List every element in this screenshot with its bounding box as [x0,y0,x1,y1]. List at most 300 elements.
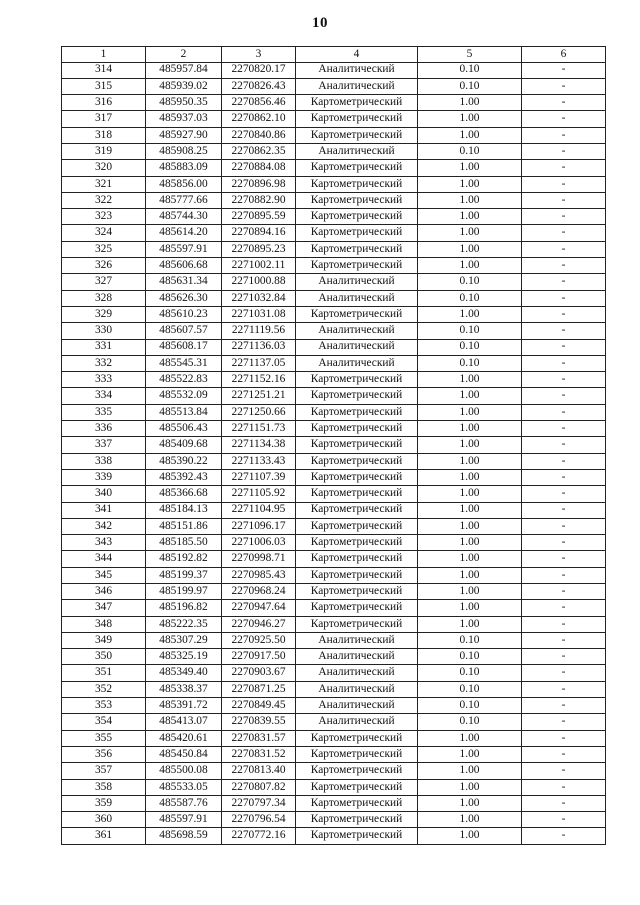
coordinate-y-cell: 2270998.71 [222,551,296,567]
coordinate-y-cell: 2271031.08 [222,306,296,322]
method-cell: Картометрический [296,306,418,322]
point-number-cell: 335 [62,404,146,420]
coordinate-y-cell: 2270884.08 [222,160,296,176]
table-row [62,698,606,714]
coordinate-y-cell: 2270856.46 [222,95,296,111]
method-cell: Картометрический [296,111,418,127]
coordinate-y-cell: 2270871.25 [222,681,296,697]
coordinate-y-cell: 2271119.56 [222,323,296,339]
coordinate-x-cell: 485939.02 [146,78,222,94]
table-row [62,812,606,828]
coordinate-x-cell: 485937.03 [146,111,222,127]
coordinate-y-cell: 2270839.55 [222,714,296,730]
point-number-cell: 325 [62,241,146,257]
method-cell: Картометрический [296,502,418,518]
accuracy-cell: 1.00 [418,486,522,502]
point-number-cell: 314 [62,62,146,78]
method-cell: Картометрический [296,372,418,388]
coordinate-x-cell: 485614.20 [146,225,222,241]
coordinate-x-cell: 485409.68 [146,437,222,453]
coordinate-y-cell: 2271133.43 [222,453,296,469]
note-cell: - [522,192,606,208]
table-row [62,421,606,437]
coordinate-x-cell: 485608.17 [146,339,222,355]
method-cell: Аналитический [296,143,418,159]
table-row [62,535,606,551]
column-header: 2 [146,47,222,63]
point-number-cell: 332 [62,355,146,371]
note-cell: - [522,111,606,127]
coordinate-x-cell: 485450.84 [146,746,222,762]
method-cell: Аналитический [296,681,418,697]
point-number-cell: 315 [62,78,146,94]
method-cell: Картометрический [296,192,418,208]
point-number-cell: 322 [62,192,146,208]
note-cell: - [522,404,606,420]
coordinate-x-cell: 485532.09 [146,388,222,404]
point-number-cell: 360 [62,812,146,828]
note-cell: - [522,714,606,730]
method-cell: Картометрический [296,518,418,534]
method-cell: Картометрический [296,160,418,176]
note-cell: - [522,209,606,225]
point-number-cell: 333 [62,372,146,388]
coordinate-y-cell: 2270896.98 [222,176,296,192]
accuracy-cell: 1.00 [418,828,522,844]
accuracy-cell: 1.00 [418,388,522,404]
coordinate-x-cell: 485957.84 [146,62,222,78]
column-header: 3 [222,47,296,63]
coordinate-x-cell: 485192.82 [146,551,222,567]
coordinate-y-cell: 2271006.03 [222,535,296,551]
method-cell: Картометрический [296,421,418,437]
method-cell: Аналитический [296,649,418,665]
method-cell: Картометрический [296,95,418,111]
method-cell: Аналитический [296,274,418,290]
method-cell: Картометрический [296,469,418,485]
method-cell: Картометрический [296,486,418,502]
method-cell: Картометрический [296,584,418,600]
coordinate-x-cell: 485883.09 [146,160,222,176]
method-cell: Аналитический [296,290,418,306]
note-cell: - [522,584,606,600]
method-cell: Картометрический [296,567,418,583]
point-number-cell: 353 [62,698,146,714]
column-header: 4 [296,47,418,63]
coordinate-y-cell: 2271107.39 [222,469,296,485]
coordinate-x-cell: 485744.30 [146,209,222,225]
coordinate-y-cell: 2271134.38 [222,437,296,453]
coordinate-y-cell: 2270903.67 [222,665,296,681]
coordinate-y-cell: 2270882.90 [222,192,296,208]
coordinate-y-cell: 2271250.66 [222,404,296,420]
note-cell: - [522,372,606,388]
accuracy-cell: 0.10 [418,649,522,665]
method-cell: Картометрический [296,600,418,616]
table-row [62,290,606,306]
accuracy-cell: 1.00 [418,453,522,469]
point-number-cell: 329 [62,306,146,322]
note-cell: - [522,339,606,355]
point-number-cell: 358 [62,779,146,795]
page-number: 10 [312,15,328,31]
point-number-cell: 318 [62,127,146,143]
note-cell: - [522,306,606,322]
table-row [62,746,606,762]
point-number-cell: 323 [62,209,146,225]
note-cell: - [522,225,606,241]
note-cell: - [522,535,606,551]
point-number-cell: 337 [62,437,146,453]
coordinate-x-cell: 485391.72 [146,698,222,714]
table-row [62,600,606,616]
coordinate-y-cell: 2271096.17 [222,518,296,534]
coordinate-y-cell: 2270895.23 [222,241,296,257]
coordinate-y-cell: 2270917.50 [222,649,296,665]
method-cell: Аналитический [296,62,418,78]
note-cell: - [522,730,606,746]
point-number-cell: 347 [62,600,146,616]
coordinate-y-cell: 2270968.24 [222,584,296,600]
method-cell: Аналитический [296,665,418,681]
coordinate-y-cell: 2270895.59 [222,209,296,225]
point-number-cell: 320 [62,160,146,176]
table-row [62,176,606,192]
coordinate-x-cell: 485199.37 [146,567,222,583]
point-number-cell: 346 [62,584,146,600]
accuracy-cell: 1.00 [418,437,522,453]
accuracy-cell: 1.00 [418,812,522,828]
note-cell: - [522,616,606,632]
table-row [62,95,606,111]
coordinate-x-cell: 485631.34 [146,274,222,290]
note-cell: - [522,567,606,583]
coordinate-x-cell: 485777.66 [146,192,222,208]
coordinate-y-cell: 2271152.16 [222,372,296,388]
point-number-cell: 357 [62,763,146,779]
coordinate-x-cell: 485610.23 [146,306,222,322]
coordinate-x-cell: 485522.83 [146,372,222,388]
coordinate-y-cell: 2270925.50 [222,632,296,648]
accuracy-cell: 0.10 [418,681,522,697]
accuracy-cell: 1.00 [418,95,522,111]
coordinate-y-cell: 2271151.73 [222,421,296,437]
table-row [62,388,606,404]
coordinate-y-cell: 2270840.86 [222,127,296,143]
table-row [62,795,606,811]
accuracy-cell: 1.00 [418,404,522,420]
method-cell: Аналитический [296,355,418,371]
coordinate-y-cell: 2271032.84 [222,290,296,306]
method-cell: Картометрический [296,209,418,225]
coordinate-y-cell: 2270820.17 [222,62,296,78]
coordinate-y-cell: 2270894.16 [222,225,296,241]
note-cell: - [522,746,606,762]
point-number-cell: 334 [62,388,146,404]
coordinate-x-cell: 485199.97 [146,584,222,600]
accuracy-cell: 1.00 [418,209,522,225]
note-cell: - [522,795,606,811]
accuracy-cell: 1.00 [418,306,522,322]
note-cell: - [522,127,606,143]
table-row [62,355,606,371]
note-cell: - [522,62,606,78]
table-header [62,47,606,63]
coordinate-x-cell: 485856.00 [146,176,222,192]
note-cell: - [522,176,606,192]
note-cell: - [522,437,606,453]
coordinate-x-cell: 485908.25 [146,143,222,159]
table-row [62,404,606,420]
accuracy-cell: 1.00 [418,176,522,192]
method-cell: Аналитический [296,698,418,714]
method-cell: Аналитический [296,323,418,339]
coordinate-x-cell: 485349.40 [146,665,222,681]
coordinate-x-cell: 485597.91 [146,812,222,828]
coordinate-x-cell: 485307.29 [146,632,222,648]
table-row [62,714,606,730]
accuracy-cell: 0.10 [418,632,522,648]
coordinate-y-cell: 2271000.88 [222,274,296,290]
column-header: 6 [522,47,606,63]
note-cell: - [522,698,606,714]
method-cell: Картометрический [296,828,418,844]
accuracy-cell: 1.00 [418,551,522,567]
point-number-cell: 336 [62,421,146,437]
table-body [62,62,606,844]
table-row [62,258,606,274]
method-cell: Картометрический [296,127,418,143]
coordinate-y-cell: 2270946.27 [222,616,296,632]
accuracy-cell: 0.10 [418,290,522,306]
accuracy-cell: 1.00 [418,567,522,583]
note-cell: - [522,290,606,306]
point-number-cell: 350 [62,649,146,665]
accuracy-cell: 1.00 [418,502,522,518]
point-number-cell: 341 [62,502,146,518]
table-row [62,437,606,453]
table-row [62,160,606,176]
coordinate-x-cell: 485597.91 [146,241,222,257]
note-cell: - [522,502,606,518]
coordinate-y-cell: 2271104.95 [222,502,296,518]
accuracy-cell: 1.00 [418,421,522,437]
point-number-cell: 345 [62,567,146,583]
coordinate-y-cell: 2270826.43 [222,78,296,94]
table-row [62,127,606,143]
table-row [62,486,606,502]
table-row [62,306,606,322]
point-number-cell: 319 [62,143,146,159]
coordinate-y-cell: 2270985.43 [222,567,296,583]
accuracy-cell: 1.00 [418,616,522,632]
accuracy-cell: 1.00 [418,779,522,795]
method-cell: Картометрический [296,388,418,404]
accuracy-cell: 1.00 [418,372,522,388]
note-cell: - [522,274,606,290]
accuracy-cell: 1.00 [418,600,522,616]
note-cell: - [522,551,606,567]
coordinate-y-cell: 2270947.64 [222,600,296,616]
point-number-cell: 317 [62,111,146,127]
method-cell: Картометрический [296,763,418,779]
accuracy-cell: 1.00 [418,469,522,485]
accuracy-cell: 1.00 [418,241,522,257]
method-cell: Картометрический [296,437,418,453]
table-row [62,632,606,648]
method-cell: Аналитический [296,632,418,648]
table-row [62,779,606,795]
column-header: 1 [62,47,146,63]
note-cell: - [522,421,606,437]
coordinate-x-cell: 485533.05 [146,779,222,795]
method-cell: Аналитический [296,339,418,355]
accuracy-cell: 1.00 [418,763,522,779]
note-cell: - [522,486,606,502]
method-cell: Картометрический [296,225,418,241]
coordinate-x-cell: 485392.43 [146,469,222,485]
note-cell: - [522,78,606,94]
point-number-cell: 324 [62,225,146,241]
table-row [62,469,606,485]
point-number-cell: 331 [62,339,146,355]
coordinate-y-cell: 2271251.21 [222,388,296,404]
accuracy-cell: 0.10 [418,339,522,355]
accuracy-cell: 1.00 [418,160,522,176]
table-row [62,241,606,257]
method-cell: Картометрический [296,616,418,632]
coordinate-x-cell: 485607.57 [146,323,222,339]
table-row [62,143,606,159]
table-row [62,763,606,779]
table-row [62,62,606,78]
coordinate-x-cell: 485338.37 [146,681,222,697]
accuracy-cell: 1.00 [418,584,522,600]
method-cell: Картометрический [296,795,418,811]
coordinate-y-cell: 2271137.05 [222,355,296,371]
note-cell: - [522,355,606,371]
point-number-cell: 321 [62,176,146,192]
accuracy-cell: 1.00 [418,111,522,127]
method-cell: Картометрический [296,535,418,551]
coordinate-y-cell: 2270772.16 [222,828,296,844]
coordinate-x-cell: 485420.61 [146,730,222,746]
table-row [62,453,606,469]
table-row [62,78,606,94]
note-cell: - [522,649,606,665]
coordinate-y-cell: 2271105.92 [222,486,296,502]
table-row [62,567,606,583]
table-row [62,274,606,290]
coordinate-y-cell: 2271136.03 [222,339,296,355]
table-row [62,649,606,665]
note-cell: - [522,323,606,339]
coordinate-y-cell: 2270862.35 [222,143,296,159]
point-number-cell: 355 [62,730,146,746]
table-row [62,323,606,339]
point-number-cell: 351 [62,665,146,681]
method-cell: Картометрический [296,730,418,746]
note-cell: - [522,160,606,176]
accuracy-cell: 1.00 [418,225,522,241]
accuracy-cell: 1.00 [418,518,522,534]
point-number-cell: 344 [62,551,146,567]
point-number-cell: 349 [62,632,146,648]
table-row [62,111,606,127]
note-cell: - [522,241,606,257]
point-number-cell: 328 [62,290,146,306]
accuracy-cell: 0.10 [418,143,522,159]
method-cell: Картометрический [296,241,418,257]
method-cell: Картометрический [296,746,418,762]
coordinate-x-cell: 485513.84 [146,404,222,420]
accuracy-cell: 1.00 [418,258,522,274]
table-row [62,665,606,681]
coordinate-x-cell: 485626.30 [146,290,222,306]
note-cell: - [522,665,606,681]
point-number-cell: 359 [62,795,146,811]
accuracy-cell: 1.00 [418,127,522,143]
table-row [62,616,606,632]
table-row [62,209,606,225]
accuracy-cell: 0.10 [418,698,522,714]
accuracy-cell: 0.10 [418,78,522,94]
coordinate-x-cell: 485500.08 [146,763,222,779]
table-row [62,518,606,534]
note-cell: - [522,518,606,534]
coordinate-x-cell: 485927.90 [146,127,222,143]
coordinate-y-cell: 2270796.54 [222,812,296,828]
coordinate-y-cell: 2270849.45 [222,698,296,714]
coordinate-y-cell: 2270831.57 [222,730,296,746]
note-cell: - [522,469,606,485]
method-cell: Картометрический [296,258,418,274]
coordinate-x-cell: 485325.19 [146,649,222,665]
note-cell: - [522,681,606,697]
note-cell: - [522,143,606,159]
point-number-cell: 327 [62,274,146,290]
table-row [62,551,606,567]
note-cell: - [522,828,606,844]
note-cell: - [522,632,606,648]
accuracy-cell: 0.10 [418,714,522,730]
point-number-cell: 338 [62,453,146,469]
note-cell: - [522,95,606,111]
point-number-cell: 343 [62,535,146,551]
coordinate-x-cell: 485151.86 [146,518,222,534]
coordinate-x-cell: 485222.35 [146,616,222,632]
point-number-cell: 354 [62,714,146,730]
coordinate-x-cell: 485184.13 [146,502,222,518]
method-cell: Картометрический [296,404,418,420]
point-number-cell: 326 [62,258,146,274]
point-number-cell: 348 [62,616,146,632]
coordinate-x-cell: 485587.76 [146,795,222,811]
coordinate-y-cell: 2270797.34 [222,795,296,811]
coordinate-x-cell: 485366.68 [146,486,222,502]
note-cell: - [522,779,606,795]
coordinate-x-cell: 485185.50 [146,535,222,551]
method-cell: Аналитический [296,714,418,730]
table-row [62,225,606,241]
accuracy-cell: 0.10 [418,62,522,78]
accuracy-cell: 0.10 [418,274,522,290]
coordinate-y-cell: 2271002.11 [222,258,296,274]
point-number-cell: 356 [62,746,146,762]
column-header: 5 [418,47,522,63]
coordinate-x-cell: 485413.07 [146,714,222,730]
table-row [62,502,606,518]
